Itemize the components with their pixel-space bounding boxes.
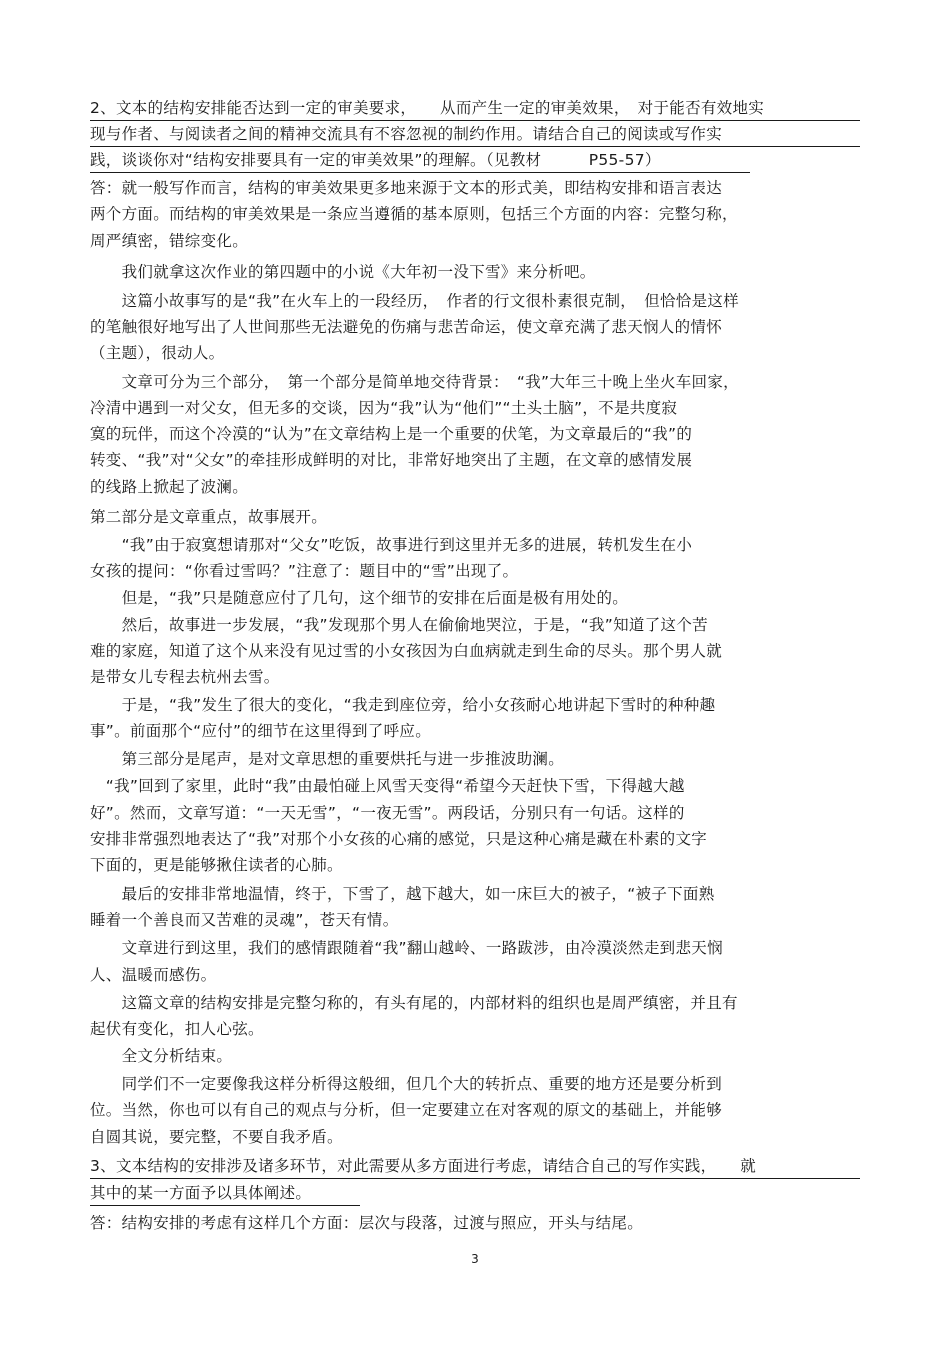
paragraph-line: 第二部分是文章重点，故事展开。 [90, 508, 328, 526]
paragraph-line: 人、温暖而感伤。 [90, 966, 217, 984]
paragraph-line: 转变、“我”对“父女”的牵挂形成鲜明的对比，非常好地突出了主题，在文章的感情发展 [90, 451, 693, 469]
answer-2-line-3: 周严缜密，错综变化。 [90, 232, 249, 250]
paragraph-line: 全文分析结束。 [90, 1047, 233, 1065]
paragraph-line: 冷清中遇到一对父女，但无多的交谈，因为“我”认为“他们”“土头土脑”，不是共度寂 [90, 399, 678, 417]
paragraph-line: 事”。前面那个“应付”的细节在这里得到了呼应。 [90, 722, 431, 740]
paragraph-line: 女孩的提问：“你看过雪吗？”注意了：题目中的“雪”出现了。 [90, 562, 519, 580]
paragraph-line: （主题），很动人。 [90, 344, 225, 362]
paragraph-line: 起伏有变化，扣人心弦。 [90, 1020, 264, 1038]
question-2-line-3: 践，谈谈你对“结构安排要具有一定的审美效果”的理解。（见教材 P55-57） [90, 148, 750, 173]
question-3-line-1: 3、文本结构的安排涉及诸多环节，对此需要从多方面进行考虑，请结合自己的写作实践， 就 [90, 1154, 860, 1179]
answer-3-line-1: 答：结构安排的考虑有这样几个方面：层次与段落，过渡与照应，开头与结尾。 [90, 1214, 644, 1232]
paragraph-line: 好”。然而，文章写道：“一天无雪”，“一夜无雪”。两段话，分别只有一句话。这样的 [90, 804, 685, 822]
paragraph-line: 第三部分是尾声，是对文章思想的重要烘托与进一步推波助澜。 [90, 750, 565, 768]
paragraph-line: 但是，“我”只是随意应付了几句，这个细节的安排在后面是极有用处的。 [90, 589, 629, 607]
question-2-line-2: 现与作者、与阅读者之间的精神交流具有不容忽视的制约作用。请结合自己的阅读或写作实 [90, 122, 860, 147]
paragraph-line: 文章可分为三个部分， 第一个部分是简单地交待背景： “我”大年三十晚上坐火车回家， [90, 373, 739, 391]
paragraph-line: 下面的，更是能够揪住读者的心肺。 [90, 856, 343, 874]
paragraph-line: 难的家庭，知道了这个从来没有见过雪的小女孩因为白血病就走到生命的尽头。那个男人就 [90, 642, 723, 660]
paragraph-line: 最后的安排非常地温情，终于，下雪了，越下越大，如一床巨大的被子，“被子下面熟 [90, 885, 715, 903]
paragraph-line: 然后，故事进一步发展，“我”发现那个男人在偷偷地哭泣，于是，“我”知道了这个苦 [90, 616, 708, 634]
paragraph-line: 这篇小故事写的是“我”在火车上的一段经历， 作者的行文很朴素很克制， 但恰恰是这样 [90, 292, 739, 310]
answer-2-line-1: 答：就一般写作而言，结构的审美效果更多地来源于文本的形式美，即结构安排和语言表达 [90, 179, 723, 197]
question-3-line-2: 其中的某一方面予以具体阐述。 [90, 1181, 360, 1206]
paragraph-line: 睡着一个善良而又苦难的灵魂”，苍天有情。 [90, 911, 399, 929]
question-2-line-1: 2、文本的结构安排能否达到一定的审美要求， 从而产生一定的审美效果， 对于能否有效地实 [90, 96, 860, 121]
paragraph-line: 是带女儿专程去杭州去雪。 [90, 668, 280, 686]
paragraph-line: “我”由于寂寞想请那对“父女”吃饭，故事进行到这里并无多的进展，转机发生在小 [90, 536, 693, 554]
paragraph-line: 位。当然，你也可以有自己的观点与分析，但一定要建立在对客观的原文的基础上，并能够 [90, 1101, 723, 1119]
paragraph-line: 于是，“我”发生了很大的变化，“我走到座位旁，给小女孩耐心地讲起下雪时的种种趣 [90, 696, 716, 714]
paragraph-line: 我们就拿这次作业的第四题中的小说《大年初一没下雪》来分析吧。 [90, 263, 596, 281]
paragraph-line: 这篇文章的结构安排是完整匀称的，有头有尾的，内部材料的组织也是周严缜密，并且有 [90, 994, 738, 1012]
paragraph-line: 同学们不一定要像我这样分析得这般细，但几个大的转折点、重要的地方还是要分析到 [90, 1075, 723, 1093]
paragraph-line: 自圆其说，要完整，不要自我矛盾。 [90, 1128, 343, 1146]
paragraph-line: 的线路上掀起了波澜。 [90, 478, 249, 496]
paragraph-line: 文章进行到这里，我们的感情跟随着“我”翻山越岭、一路跋涉，由冷漠淡然走到悲天悯 [90, 939, 723, 957]
paragraph-line: 安排非常强烈地表达了“我”对那个小女孩的心痛的感觉，只是这种心痛是藏在朴素的文字 [90, 830, 708, 848]
paragraph-line: 寞的玩伴，而这个冷漠的“认为”在文章结构上是一个重要的伏笔，为文章最后的“我”的 [90, 425, 693, 443]
paragraph-line: “我”回到了家里，此时“我”由最怕碰上风雪天变得“希望今天赶快下雪，下得越大越 [90, 777, 685, 795]
page-number: 3 [471, 1252, 479, 1266]
answer-2-line-2: 两个方面。而结构的审美效果是一条应当遵循的基本原则，包括三个方面的内容：完整匀称， [90, 205, 738, 223]
paragraph-line: 的笔触很好地写出了人世间那些无法避免的伤痛与悲苦命运，使文章充满了悲天悯人的情怀 [90, 318, 723, 336]
